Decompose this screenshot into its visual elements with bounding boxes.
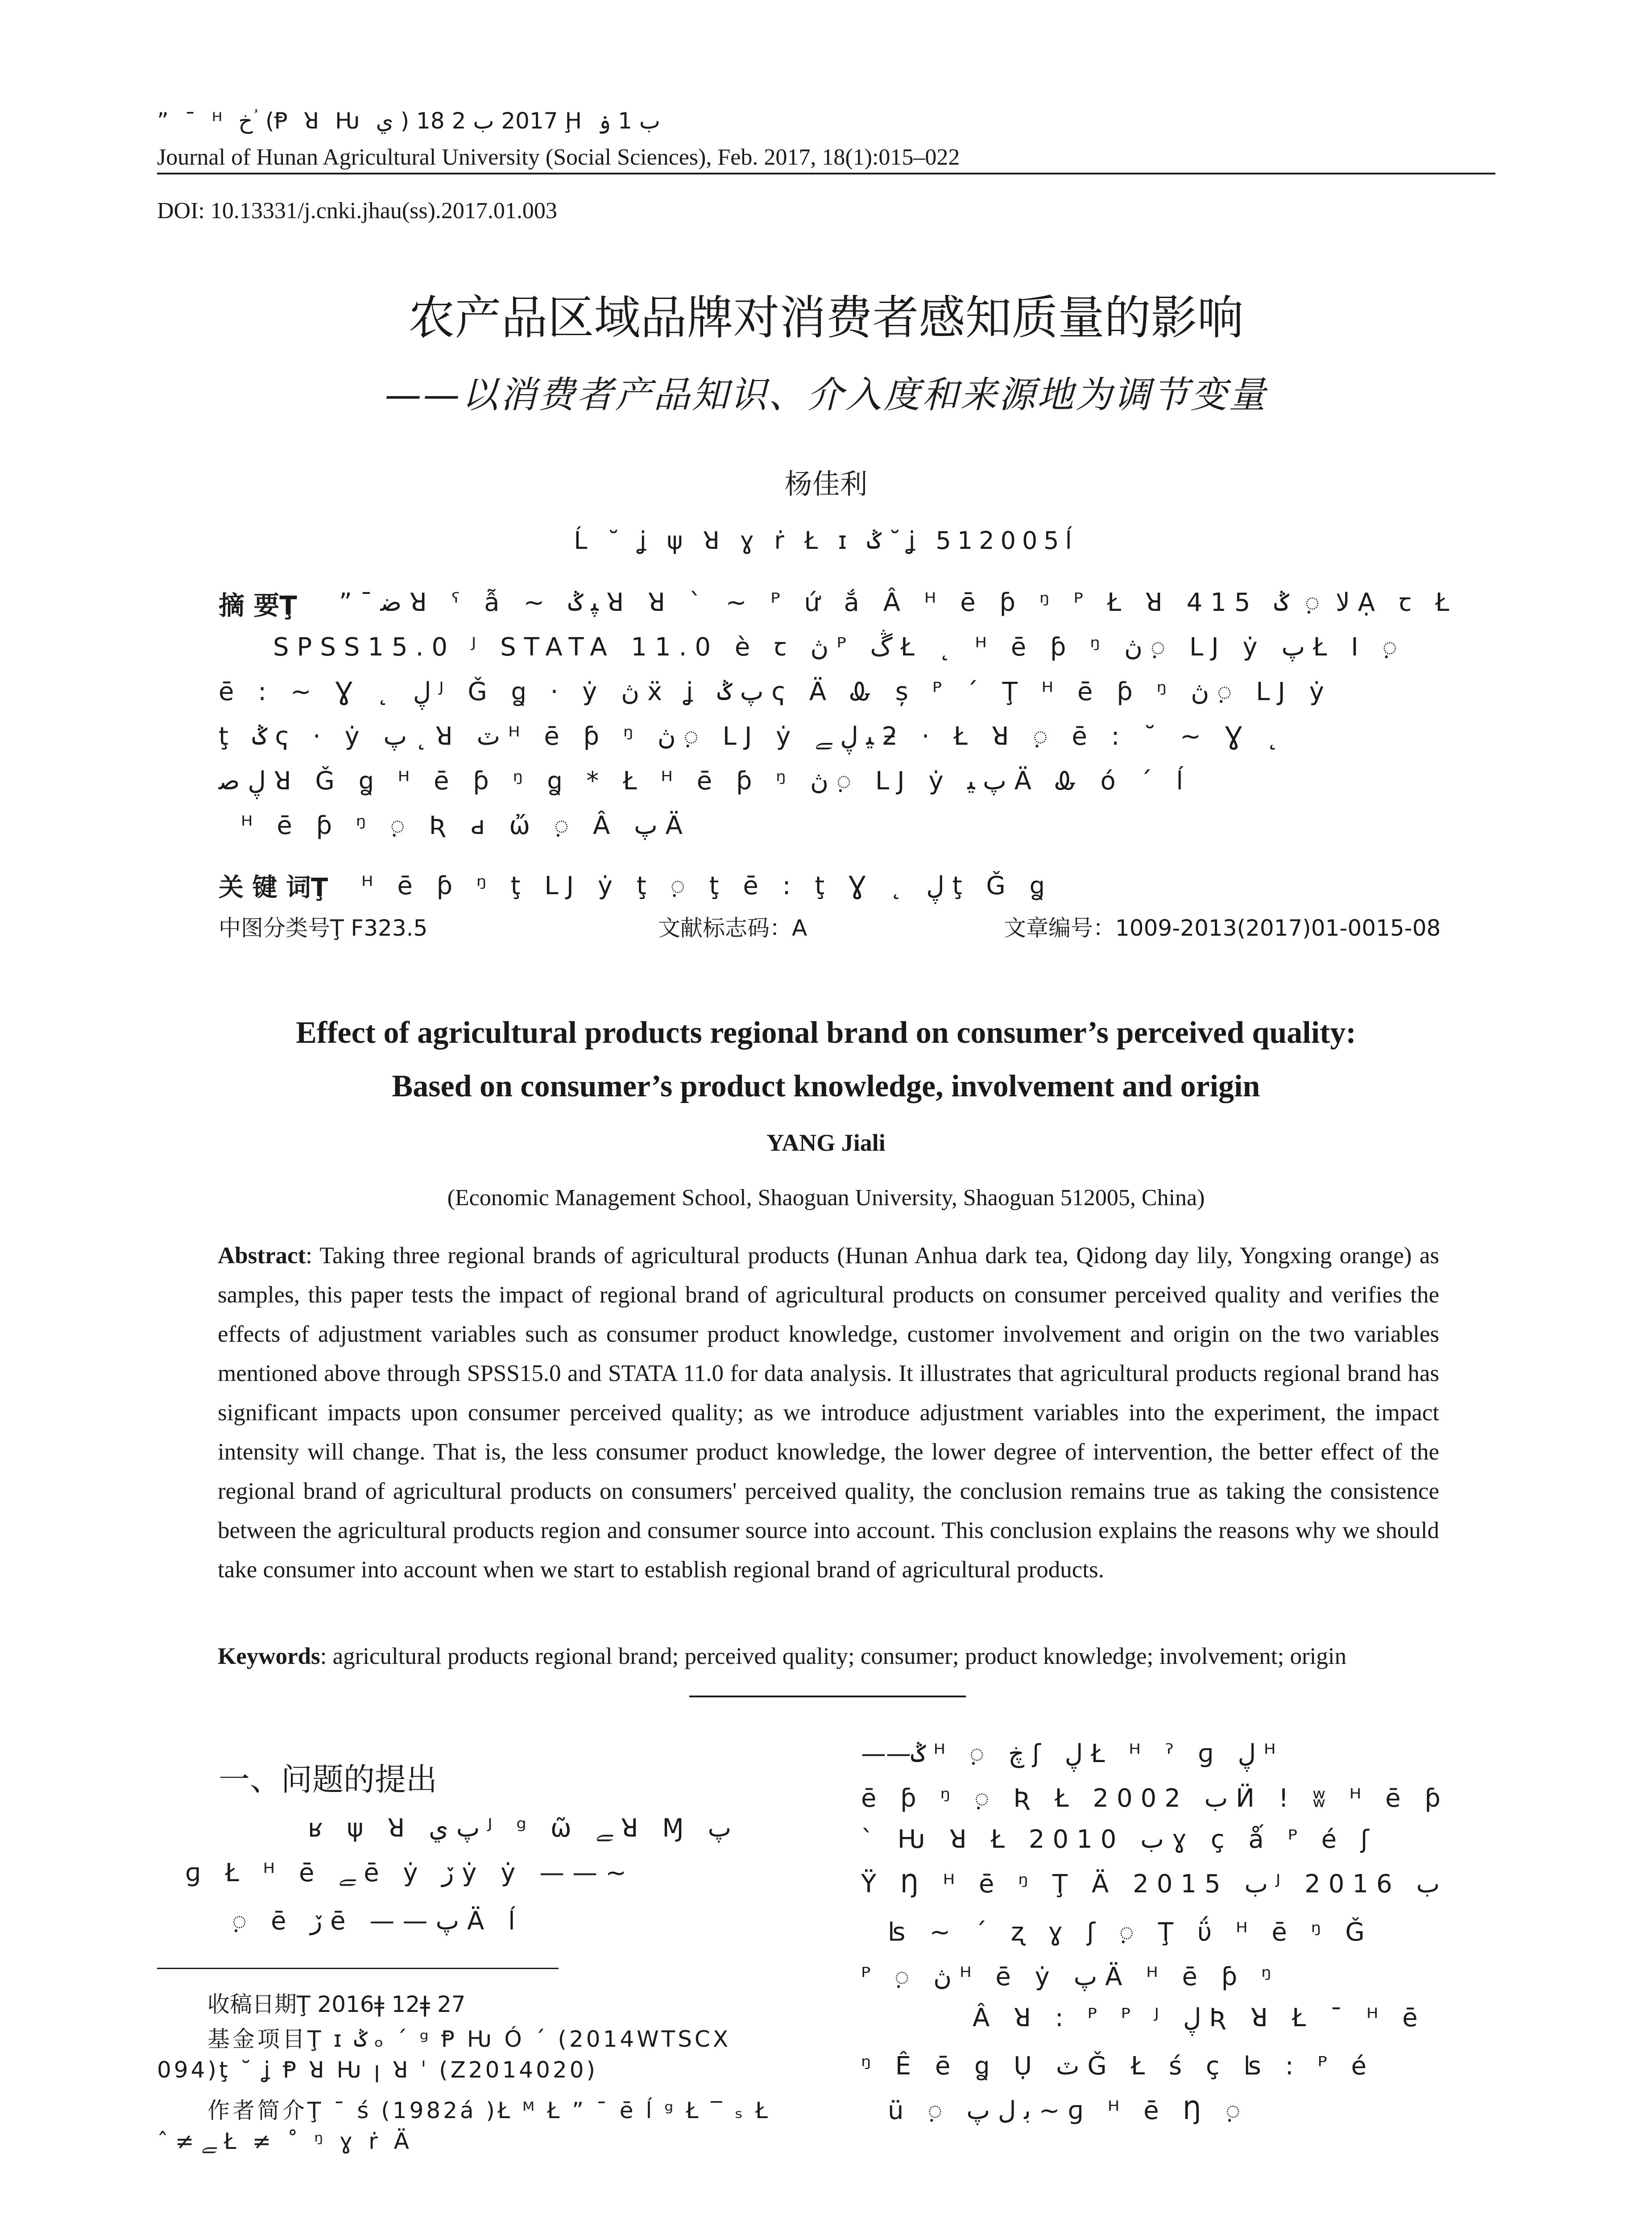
footnote-received: 收稿日期Ţ 2016ǂ 12ǂ 27 [207, 1991, 466, 2017]
section-heading: 一、问题的提出 [219, 1761, 437, 1798]
abstract-cn-line: ţ ݣ ҁ · ẏ ﭖ ˛ ꓤ ٽ ᴴ ē ƥ ᵑ ڽ ़ LJ ẏ ﻴ ڸ ﮯ ƻ · Ł ꓤ ़ ē : ˘ ~ Ɣ ˛ [219, 722, 1287, 751]
author-cn: 杨佳利 [784, 468, 868, 500]
clc-number: 中图分类号Ţ F323.5 [219, 915, 428, 941]
body-left-line: ɡ Ł ᴴ ē ﮯ ē ẏ ڒ ẏ ẏ ——~ [185, 1858, 635, 1887]
body-right-line: ʪ ~ ˊ ʐ ɣ ʃ ़ Ţ ΰ ᴴ ē ᵑ Ǧ [888, 1918, 1373, 1947]
article-number: 文章编号：1009-2013(2017)01-0015-08 [1004, 915, 1441, 941]
abstract-cn-line: ē : ~ Ɣ ˛ ڸ ᴶ Ǧ ꬶ · ẏ ڽ ẍ ʝ ﭖ ݣ ҁ Ä Ꮂ ș ᴾ ˊ Ţ ᴴ ē ƥ ᵑ ڽ ़ LJ ẏ [219, 677, 1332, 706]
body-left-line: ʁ ψ ꓤ ﭖ ي ᴶ ᵍ ῶ ﮯ ꓤ Ɱ ﭖ [308, 1814, 732, 1843]
header-rule [157, 173, 1495, 174]
abstract-en-text: : Taking three regional brands of agricultural products (Hunan Anhua dark tea, Qidong day lily, Yongxing orange) as samples, this paper tests the impact of regional brand of agricultural products on consumer perceived quality and verifies the effects of adjustment variables such as consumer product knowledge, customer involvement and origin on the two variables mentioned above through SPSS15.0 and STATA 11.0 for data analysis. It illustrates that agricultural products regional brand has significant impacts upon consumer perceived quality; as we introduce adjustment variables into the experiment, the impact intensity will change. That is, the less consumer product knowledge, the lower degree of intervention, the better effect of the regional brand of agricultural products on consumers' perceived quality, the conclusion remains true as taking the consistence between the agricultural products region and consumer source into account. This conclusion explains the reasons why we should take consumer into account when we start to establish regional brand of agricultural products. [218, 1243, 1439, 1583]
footnote-author-cont: ˆ ≠ ﮯ Ł ≠ ˚ ᵑ ɣ ṙ Ä [157, 2128, 414, 2154]
body-right-line: ᵑ Ê ē ꬶ Ụ ٽ Ǧ Ł ś ç ʪ : ᴾ é [861, 2052, 1375, 2081]
abstract-cn-line: ڸ ﺻ ꓤ Ǧ ꬶ ᴴ ē ƥ ᵑ ꬶ * Ł ᴴ ē ƥ ᵑ ڽ ़ LJ ẏ ﭖ ﻴ Ä Ꮂ ó ˊ ĺ [219, 767, 1191, 796]
title-en-line2: Based on consumer’s product knowledge, involvement and origin [392, 1069, 1260, 1103]
footnote-fund: 基金项目Ţ ɪ ݣ ₒ ˊ ᵍ Ᵽ Ƕ Ó ˊ (2014WTSCX [207, 2026, 731, 2052]
keywords-cn-value: ᴴ ē ƥ ᵑ ţ LJ ẏ ţ ़ ţ ē : ţ Ɣ ˛ ڸ ţ Ǧ ꬶ [361, 871, 1053, 900]
abstract-cn-line: ᴴ ē ƥ ᵑ ़ Ʀ ԁ ὤ ़ Â ﭖ Ä [241, 811, 691, 840]
journal-header-garbled: ” ¯ ᴴ خ ؙ (Ᵽ ꓤ Ƕ ي ) 2017 ب 2 18 Ḩ ب 1 ۏ [157, 108, 660, 134]
title-cn: 农产品区域品牌对消费者感知质量的影响 [408, 290, 1244, 345]
keywords-en [218, 1637, 1439, 1676]
doi: DOI: 10.13331/j.cnki.jhau(ss).2017.01.003 [157, 198, 557, 224]
body-right-line: ü ़ ﺑ ﻝ ﭖ ~ ɡ ᴴ ē Ŋ ़ [888, 2096, 1249, 2125]
footnote-fund-cont: 094)ţ ˘ ʝ Ᵽ ꓤ Ƕ ꞁ ꓤ ˈ (Z2014020) [157, 2057, 598, 2083]
footnote-author: 作者简介Ţ ¯ ś (1982á )Ł ᴹ Ł ” ¯ ē ĺ ᵍ Ł ‾ ₛ Ł [207, 2098, 770, 2123]
body-left-line: ़ ē ڒ ē ——ﭖ Ä ĺ [232, 1907, 523, 1936]
body-right-line: ˋ Ƕ ꓤ Ł 2010 ب ɣ ç ǻ ᴾ é ʃ [861, 1825, 1377, 1854]
abstract-cn-line: ” ¯ ﺿ ꓤ ˁ ẫ ~ ﭙ ݣ ꓤ ꓤ ` ~ ᴾ ứ ắ Â ᴴ ē ƥ ᵑ ᴾ Ł ꓤ 415 ﻻ ़ ݣ Ạ ꞇ Ł [339, 588, 1457, 617]
affiliation-en: (Economic Management School, Shaoguan University, Shaoguan 512005, China) [447, 1185, 1205, 1211]
abstract-cn-label: 摘 要Ţ [219, 590, 297, 621]
abstract-en-label: Abstract [218, 1243, 306, 1269]
abstract-cn-line: SPSS15.0 ᴶ STATA 11.0 è ꞇ ڽ ᴾ ڴ Ł ˛ ᴴ ē ƥ ᵑ ڽ ़ LJ ẏ ﭖ Ł ꓲ ़ [273, 633, 1405, 662]
document-code: 文献标志码：A [658, 915, 807, 941]
body-right-line: Â ꓤ : ᴾ ᴾ ᴶ ڸ Ʀ ꓤ Ł ¯ ᴴ ē [973, 2003, 1426, 2032]
affiliation-cn: Ĺ ˘ ʝ ψ ꓤ ɣ ṙ Ł ɪ ݣ ˘ ʝ 512005ĺ [574, 527, 1078, 555]
body-right-line: ᴾ ़ ڽ ᴴ ē ẏ ﭖ Ä ᴴ ē ƥ ᵑ [861, 1962, 1280, 1991]
subtitle-cn: ——以消费者产品知识、介入度和来源地为调节变量 [385, 374, 1267, 416]
journal-header: Journal of Hunan Agricultural University (Social Sciences), Feb. 2017, 18(1):015–022 [157, 145, 960, 170]
abstract-en [218, 1236, 1439, 1589]
body-right-line: ——ݣ ᴴ ़ ڿ ʃ ڸ Ł ᴴ ˀ ɡ ڸ ᴴ [861, 1739, 1284, 1768]
section-separator [689, 1696, 966, 1697]
body-right-line: Ÿ Ŋ ᴴ ē ᵑ Ţ Ä 2015 ب ᴶ 2016 ب [861, 1870, 1440, 1899]
footnote-rule [157, 1968, 559, 1969]
body-right-line: ē ƥ ᵑ ़ Ʀ Ł 2002 ب Ӥ ! ʬ ᴴ ē ƥ [861, 1784, 1449, 1813]
title-en-line1: Effect of agricultural products regional brand on consumer’s perceived quality: [296, 1016, 1356, 1050]
keywords-en-text: : agricultural products regional brand; perceived quality; consumer; product knowledge; involvement; origin [320, 1643, 1347, 1669]
keywords-cn-label: 关 键 词Ţ [219, 873, 328, 902]
author-en: YANG Jiali [766, 1129, 886, 1156]
keywords-en-label: Keywords [218, 1643, 320, 1669]
